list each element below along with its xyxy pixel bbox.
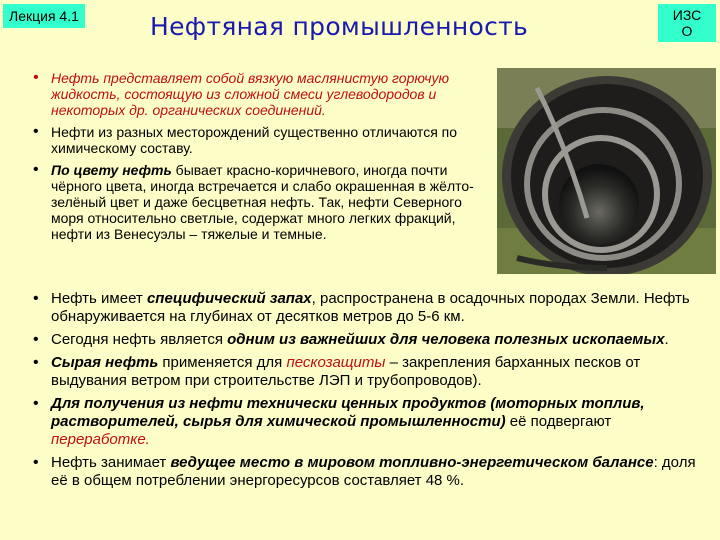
composition-text: Нефти из разных месторождений существенно отличаются по химическому составу. xyxy=(51,124,458,156)
list-item xyxy=(30,70,492,118)
crude-oil-emphasis: Сырая нефть xyxy=(51,354,159,371)
products-text-a: её подвергают xyxy=(505,413,612,430)
list-item xyxy=(30,290,710,326)
lecture-badge: Лекция 4.1 xyxy=(3,4,85,28)
importance-text-a: Сегодня нефть является xyxy=(51,331,228,348)
sand-protection-term: пескозащиты xyxy=(286,354,386,371)
corner-badge xyxy=(658,4,716,42)
energy-emphasis: ведущее место в мировом топливно-энергетическом балансе xyxy=(170,454,654,471)
page-title: Нефтяная промышленность xyxy=(150,12,529,41)
oil-definition-text: Нефть представляет собой вязкую маслянистую горючую жидкость, состоящую из сложной смеси углеводородов и некоторых др. органических соединений. xyxy=(51,70,450,118)
crude-oil-text-a: применяется для xyxy=(158,354,287,371)
list-item xyxy=(30,454,710,490)
corner-badge-line2: О xyxy=(681,23,693,39)
list-item xyxy=(30,354,710,390)
smell-text-b: , распространена в осадочных породах Земли. Нефть обнаруживается на глубинах от десятков метров до 5-6 км. xyxy=(51,290,690,325)
crude-oil-text-b: – закрепления барханных песков от выдувания ветром при строительстве ЛЭП и трубопроводов). xyxy=(51,354,641,389)
list-item xyxy=(30,124,492,156)
smell-emphasis: специфический запах xyxy=(146,290,312,307)
list-item xyxy=(30,331,710,349)
energy-text-a: Нефть занимает xyxy=(51,454,171,471)
color-text: бывает красно-коричневого, иногда почти чёрного цвета, иногда встречается и слабо окрашенная в жёлто-зелёный цвет и даже бесцветная нефть. Так, нефти Северного моря относительно светлые, содержат много легких фракций, нефти из Венесуэлы – тяжелые и темные. xyxy=(51,162,474,242)
list-item xyxy=(30,162,492,242)
refining-term: переработке. xyxy=(51,431,150,448)
bottom-bullet-list xyxy=(30,290,710,495)
top-bullet-list xyxy=(30,70,492,248)
products-emphasis: Для получения из нефти технически ценных продуктов (моторных топлив, растворителей, сырья для химической промышленности) xyxy=(51,395,645,430)
list-item xyxy=(30,395,710,449)
oil-well-photo xyxy=(497,68,716,274)
color-emphasis: По цвету нефть xyxy=(51,162,172,178)
importance-text-b: . xyxy=(664,331,669,348)
importance-emphasis: одним из важнейших для человека полезных ископаемых xyxy=(227,331,665,348)
energy-text-b: : доля её в общем потреблении энергоресурсов составляет 48 %. xyxy=(51,454,696,489)
corner-badge-line1: ИЗС xyxy=(672,7,702,23)
smell-text-a: Нефть имеет xyxy=(51,290,147,307)
